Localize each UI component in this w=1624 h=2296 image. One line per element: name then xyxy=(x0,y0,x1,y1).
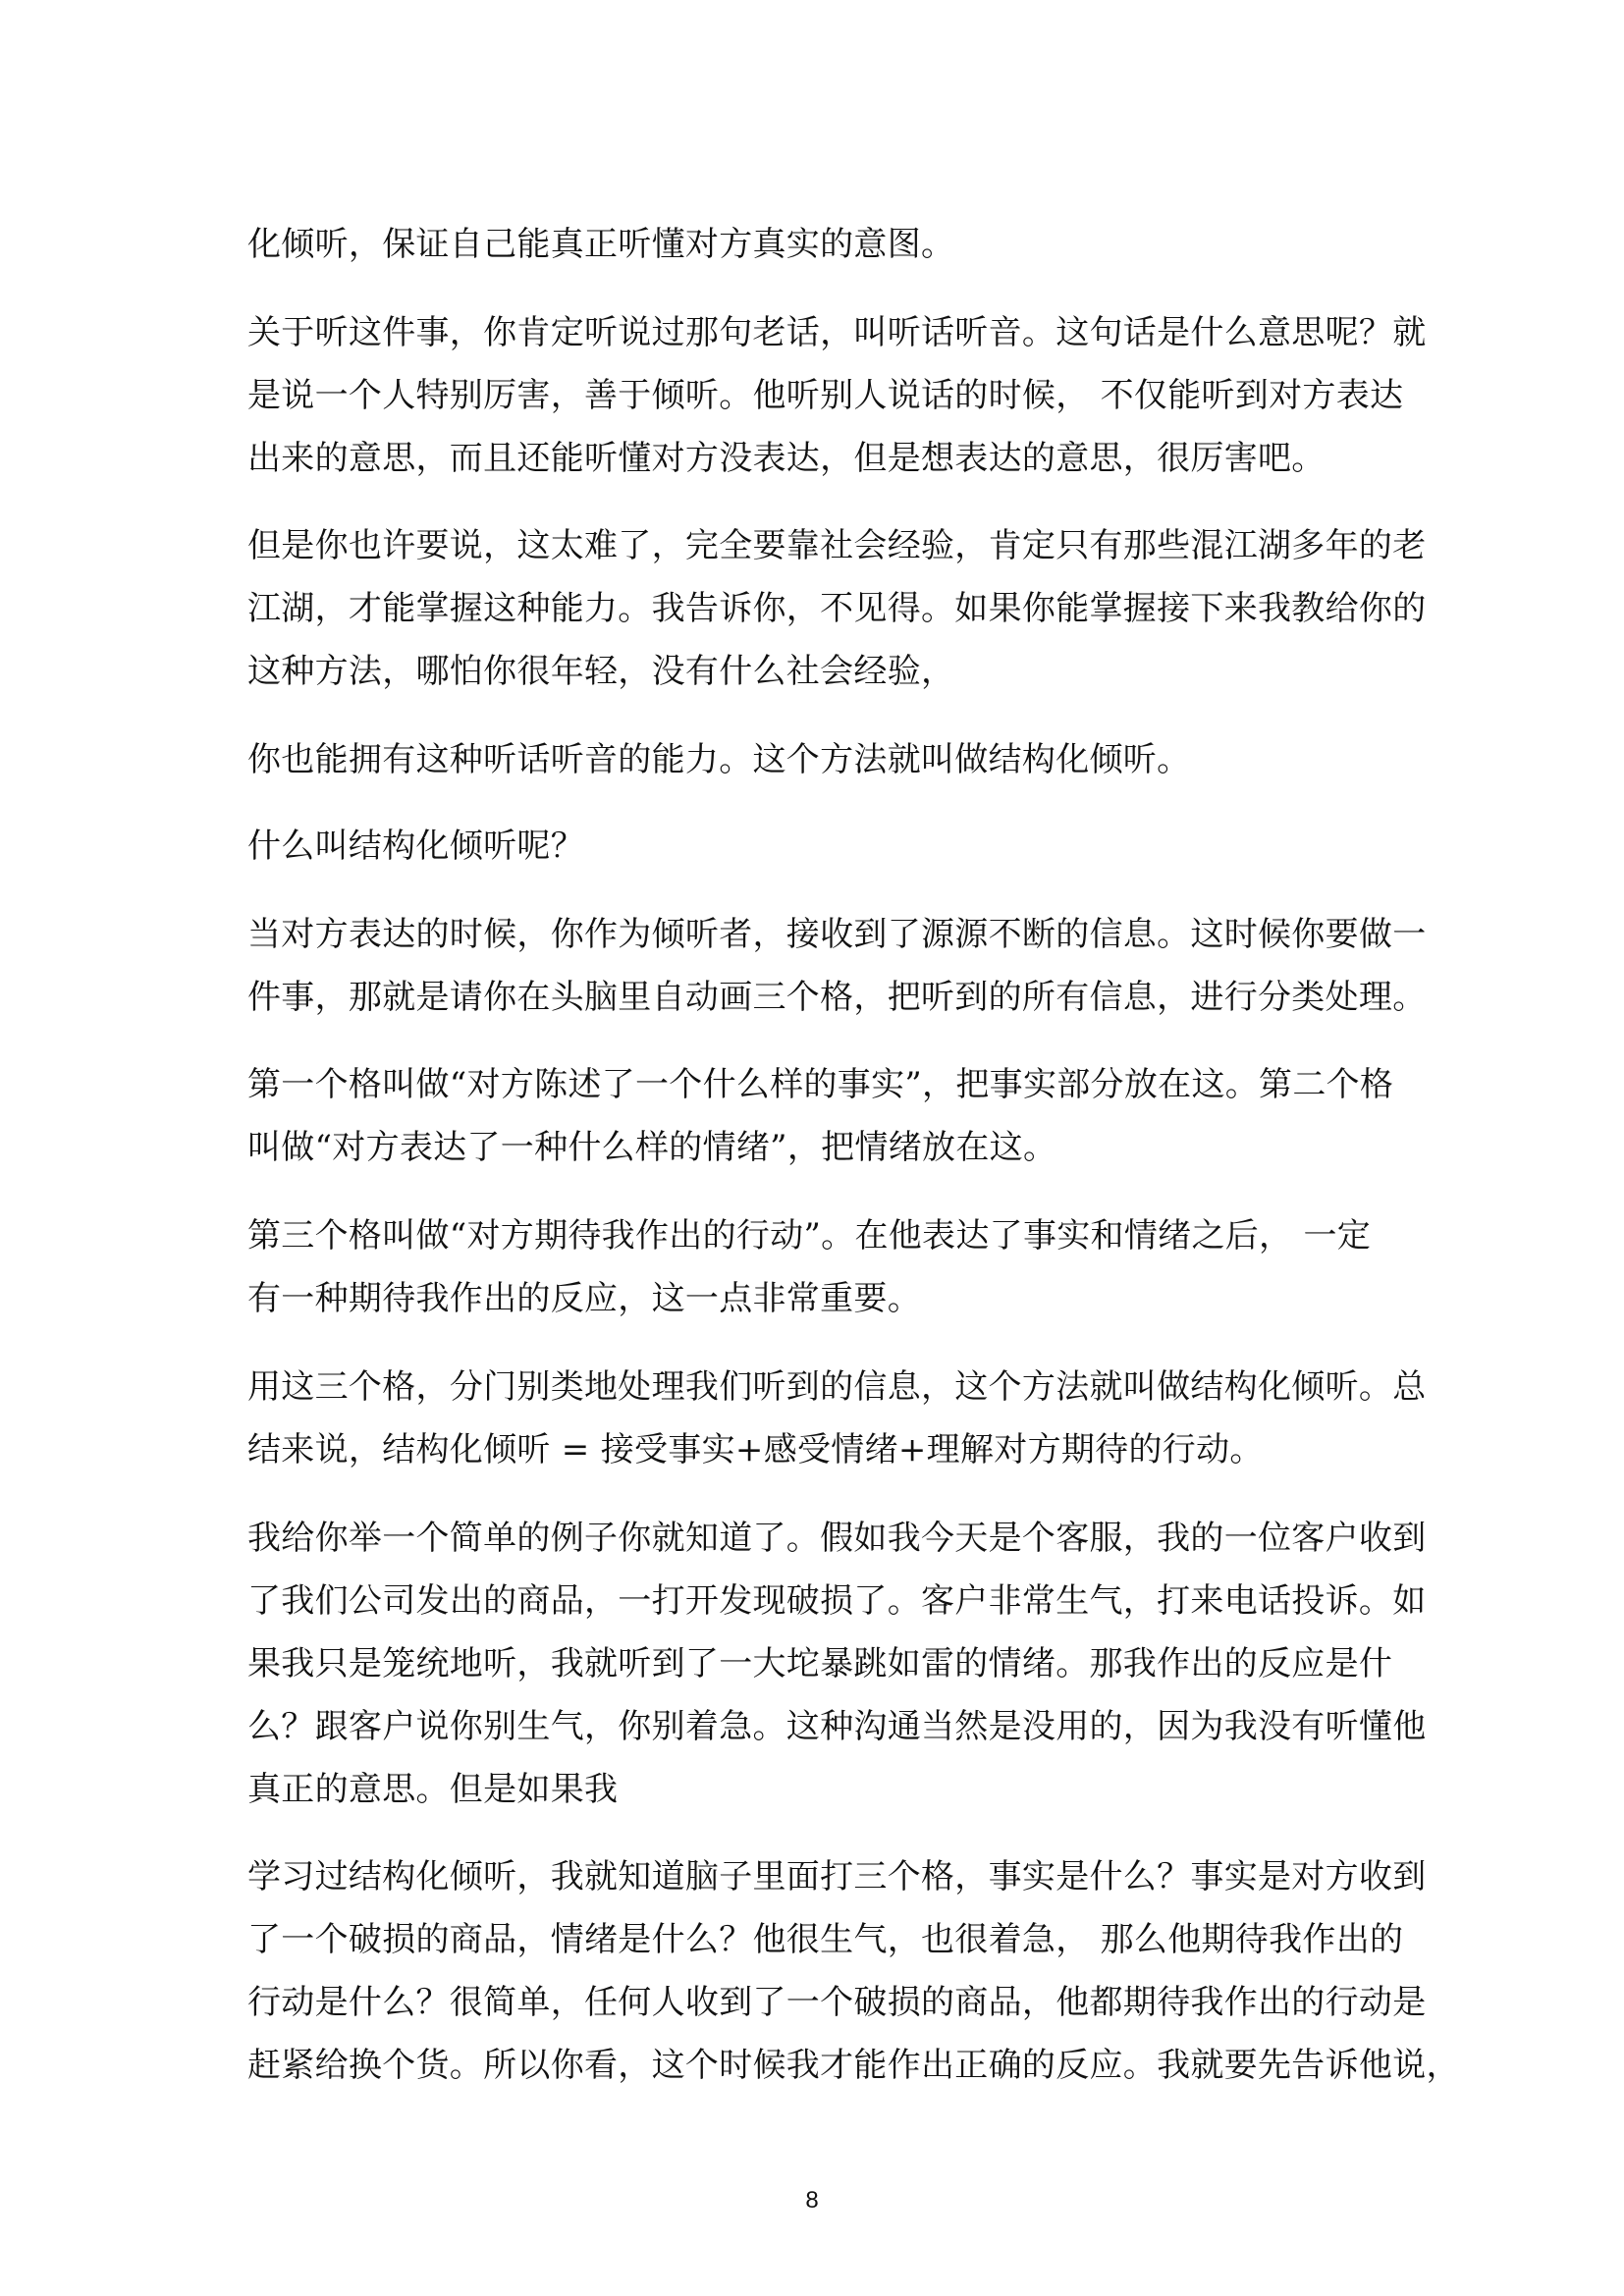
text-line: 件事，那就是请你在头脑里自动画三个格，把听到的所有信息，进行分类处理。 xyxy=(247,978,1427,1017)
text-line: 什么叫结构化倾听呢？ xyxy=(247,827,584,866)
text-line: 关于听这件事，你肯定听说过那句老话，叫听话听音。这句话是什么意思呢？就 xyxy=(247,313,1427,352)
text-line: 第三个格叫做“对方期待我作出的行动”。在他表达了事实和情绪之后， 一定 xyxy=(247,1216,1372,1255)
text-line: 是说一个人特别厉害，善于倾听。他听别人说话的时候， 不仅能听到对方表达 xyxy=(247,376,1404,415)
text-line: 了我们公司发出的商品，一打开发现破损了。客户非常生气，打来电话投诉。如 xyxy=(247,1581,1427,1621)
text-line: 行动是什么？很简单，任何人收到了一个破损的商品，他都期待我作出的行动是 xyxy=(247,1983,1427,2022)
text-line: 学习过结构化倾听，我就知道脑子里面打三个格，事实是什么？事实是对方收到 xyxy=(247,1857,1427,1896)
text-line: 这种方法，哪怕你很年轻，没有什么社会经验， xyxy=(247,652,955,691)
text-line: 但是你也许要说，这太难了，完全要靠社会经验，肯定只有那些混江湖多年的老 xyxy=(247,526,1427,565)
text-line: 赶紧给换个货。所以你看，这个时候我才能作出正确的反应。我就要先告诉他说， xyxy=(247,2046,1460,2085)
text-line: 出来的意思，而且还能听懂对方没表达，但是想表达的意思，很厉害吧。 xyxy=(247,439,1326,478)
text-line: 有一种期待我作出的反应，这一点非常重要。 xyxy=(247,1279,921,1318)
text-line: 用这三个格，分门别类地处理我们听到的信息，这个方法就叫做结构化倾听。总 xyxy=(247,1367,1427,1407)
text-line: 第一个格叫做“对方陈述了一个什么样的事实”，把事实部分放在这。第二个格 xyxy=(247,1065,1394,1104)
text-line: 真正的意思。但是如果我 xyxy=(247,1770,619,1809)
text-line: 叫做“对方表达了一种什么样的情绪”，把情绪放在这。 xyxy=(247,1128,1057,1167)
text-line: 果我只是笼统地听，我就听到了一大坨暴跳如雷的情绪。那我作出的反应是什 xyxy=(247,1644,1393,1683)
text-line: 我给你举一个简单的例子你就知道了。假如我今天是个客服，我的一位客户收到 xyxy=(247,1519,1427,1558)
text-line: 结来说，结构化倾听 = 接受事实+感受情绪+理解对方期待的行动。 xyxy=(247,1430,1264,1469)
text-line: 当对方表达的时候，你作为倾听者，接收到了源源不断的信息。这时候你要做一 xyxy=(247,915,1427,954)
text-line: 么？跟客户说你别生气，你别着急。这种沟通当然是没用的，因为我没有听懂他 xyxy=(247,1707,1427,1746)
text-line: 了一个破损的商品，情绪是什么？他很生气，也很着急， 那么他期待我作出的 xyxy=(247,1920,1404,1959)
text-line: 化倾听，保证自己能真正听懂对方真实的意图。 xyxy=(247,225,955,264)
text-line: 你也能拥有这种听话听音的能力。这个方法就叫做结构化倾听。 xyxy=(247,740,1191,779)
page-number: 8 xyxy=(805,2187,819,2214)
text-line: 江湖，才能掌握这种能力。我告诉你，不见得。如果你能掌握接下来我教给你的 xyxy=(247,589,1427,628)
